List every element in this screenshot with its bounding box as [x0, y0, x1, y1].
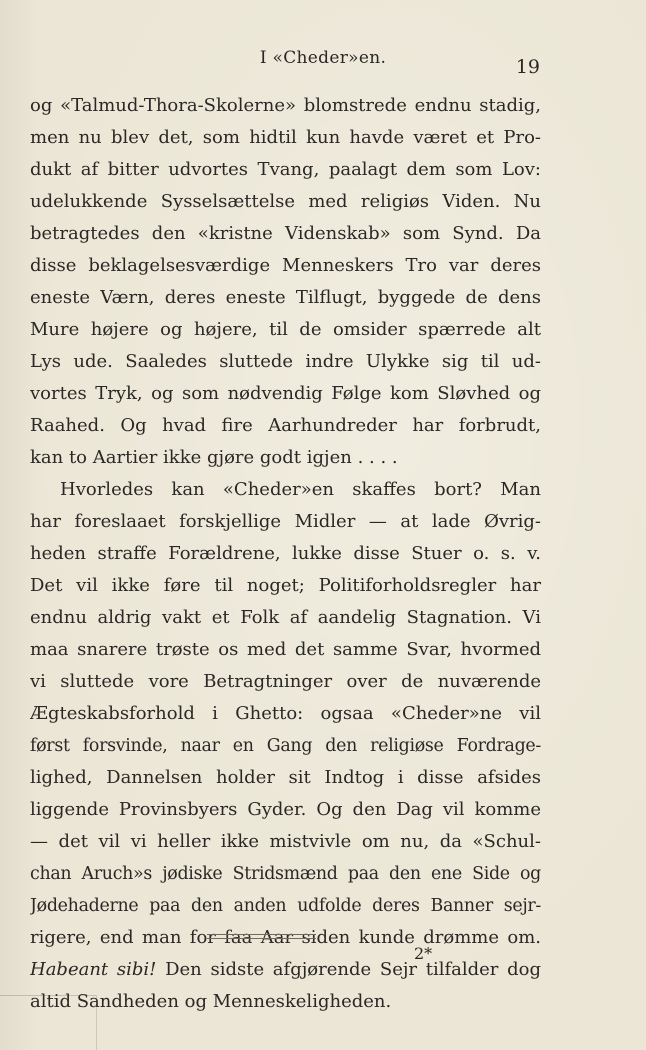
latin-phrase: Habeant sibi! [30, 959, 157, 980]
text-line: — det vil vi heller ikke mistvivle om nu, da «Schul- [30, 831, 541, 852]
text-line: men nu blev det, som hidtil kun havde været et Pro- [30, 127, 541, 148]
text-line: og «Talmud-Thora-Skolerne» blomstrede endnu stadig, [30, 95, 541, 116]
text-line: først forsvinde, naar en Gang den religiøse Fordrage- [30, 736, 541, 756]
scan-edge-mark-vertical [96, 995, 97, 1050]
body-text [30, 90, 541, 1018]
text-line: disse beklagelsesværdige Menneskers Tro var deres [30, 255, 541, 276]
text-line: endnu aldrig vakt et Folk af aandelig Stagnation. Vi [30, 607, 541, 628]
text-line: rigere, end man for faa Aar siden kunde drømme om. [30, 927, 541, 948]
text-line: Lys ude. Saaledes sluttede indre Ulykke sig til ud- [30, 351, 541, 372]
text-line-habeant [30, 954, 541, 986]
text-line: vortes Tryk, og som nødvendig Følge kom Sløvhed og [30, 383, 541, 404]
text-line: altid Sandheden og Menneskeligheden. [30, 991, 392, 1012]
text-line: heden straffe Forældrene, lukke disse Stuer o. s. v. [30, 543, 541, 564]
text-line: Raahed. Og hvad fire Aarhundreder har forbrudt, [30, 415, 541, 436]
text-line: Ægteskabsforhold i Ghetto: ogsaa «Cheder»ne vil [30, 703, 541, 724]
text-line: Det vil ikke føre til noget; Politiforholdsregler har [30, 575, 541, 596]
text-line: liggende Provinsbyers Gyder. Og den Dag vil komme [30, 799, 541, 820]
signature-mark: 2* [414, 944, 433, 963]
text-line: lighed, Dannelsen holder sit Indtog i disse afsides [30, 767, 541, 788]
text-line-rest: Den sidste afgjørende Sejr tilfalder dog [156, 959, 541, 980]
text-line: maa snarere trøste os med det samme Svar, hvormed [30, 639, 541, 660]
text-line: Hvorledes kan «Cheder»en skaffes bort? Man [60, 479, 541, 500]
running-head: I «Cheder»en. [259, 48, 387, 68]
scan-edge-mark [0, 995, 96, 996]
text-line: eneste Værn, deres eneste Tilflugt, byggede de dens [30, 287, 541, 308]
text-line: kan to Aartier ikke gjøre godt igjen . . . . [30, 447, 398, 468]
text-line: Jødehaderne paa den anden udfolde deres Banner sejr- [30, 896, 541, 916]
text-line: Mure højere og højere, til de omsider spærrede alt [30, 319, 541, 340]
text-line: dukt af bitter udvortes Tvang, paalagt dem som Lov: [30, 159, 541, 180]
text-line: udelukkende Sysselsættelse med religiøs Viden. Nu [30, 191, 541, 212]
text-line: har foreslaaet forskjellige Midler — at lade Øvrig- [30, 511, 541, 532]
text-line: betragtedes den «kristne Videnskab» som Synd. Da [30, 223, 541, 244]
page-number: 19 [515, 56, 540, 78]
text-line: chan Aruch»s jødiske Stridsmænd paa den ene Side og [30, 864, 541, 884]
text-line: vi sluttede vore Betragtninger over de nuværende [30, 671, 541, 692]
end-rule [207, 934, 316, 939]
